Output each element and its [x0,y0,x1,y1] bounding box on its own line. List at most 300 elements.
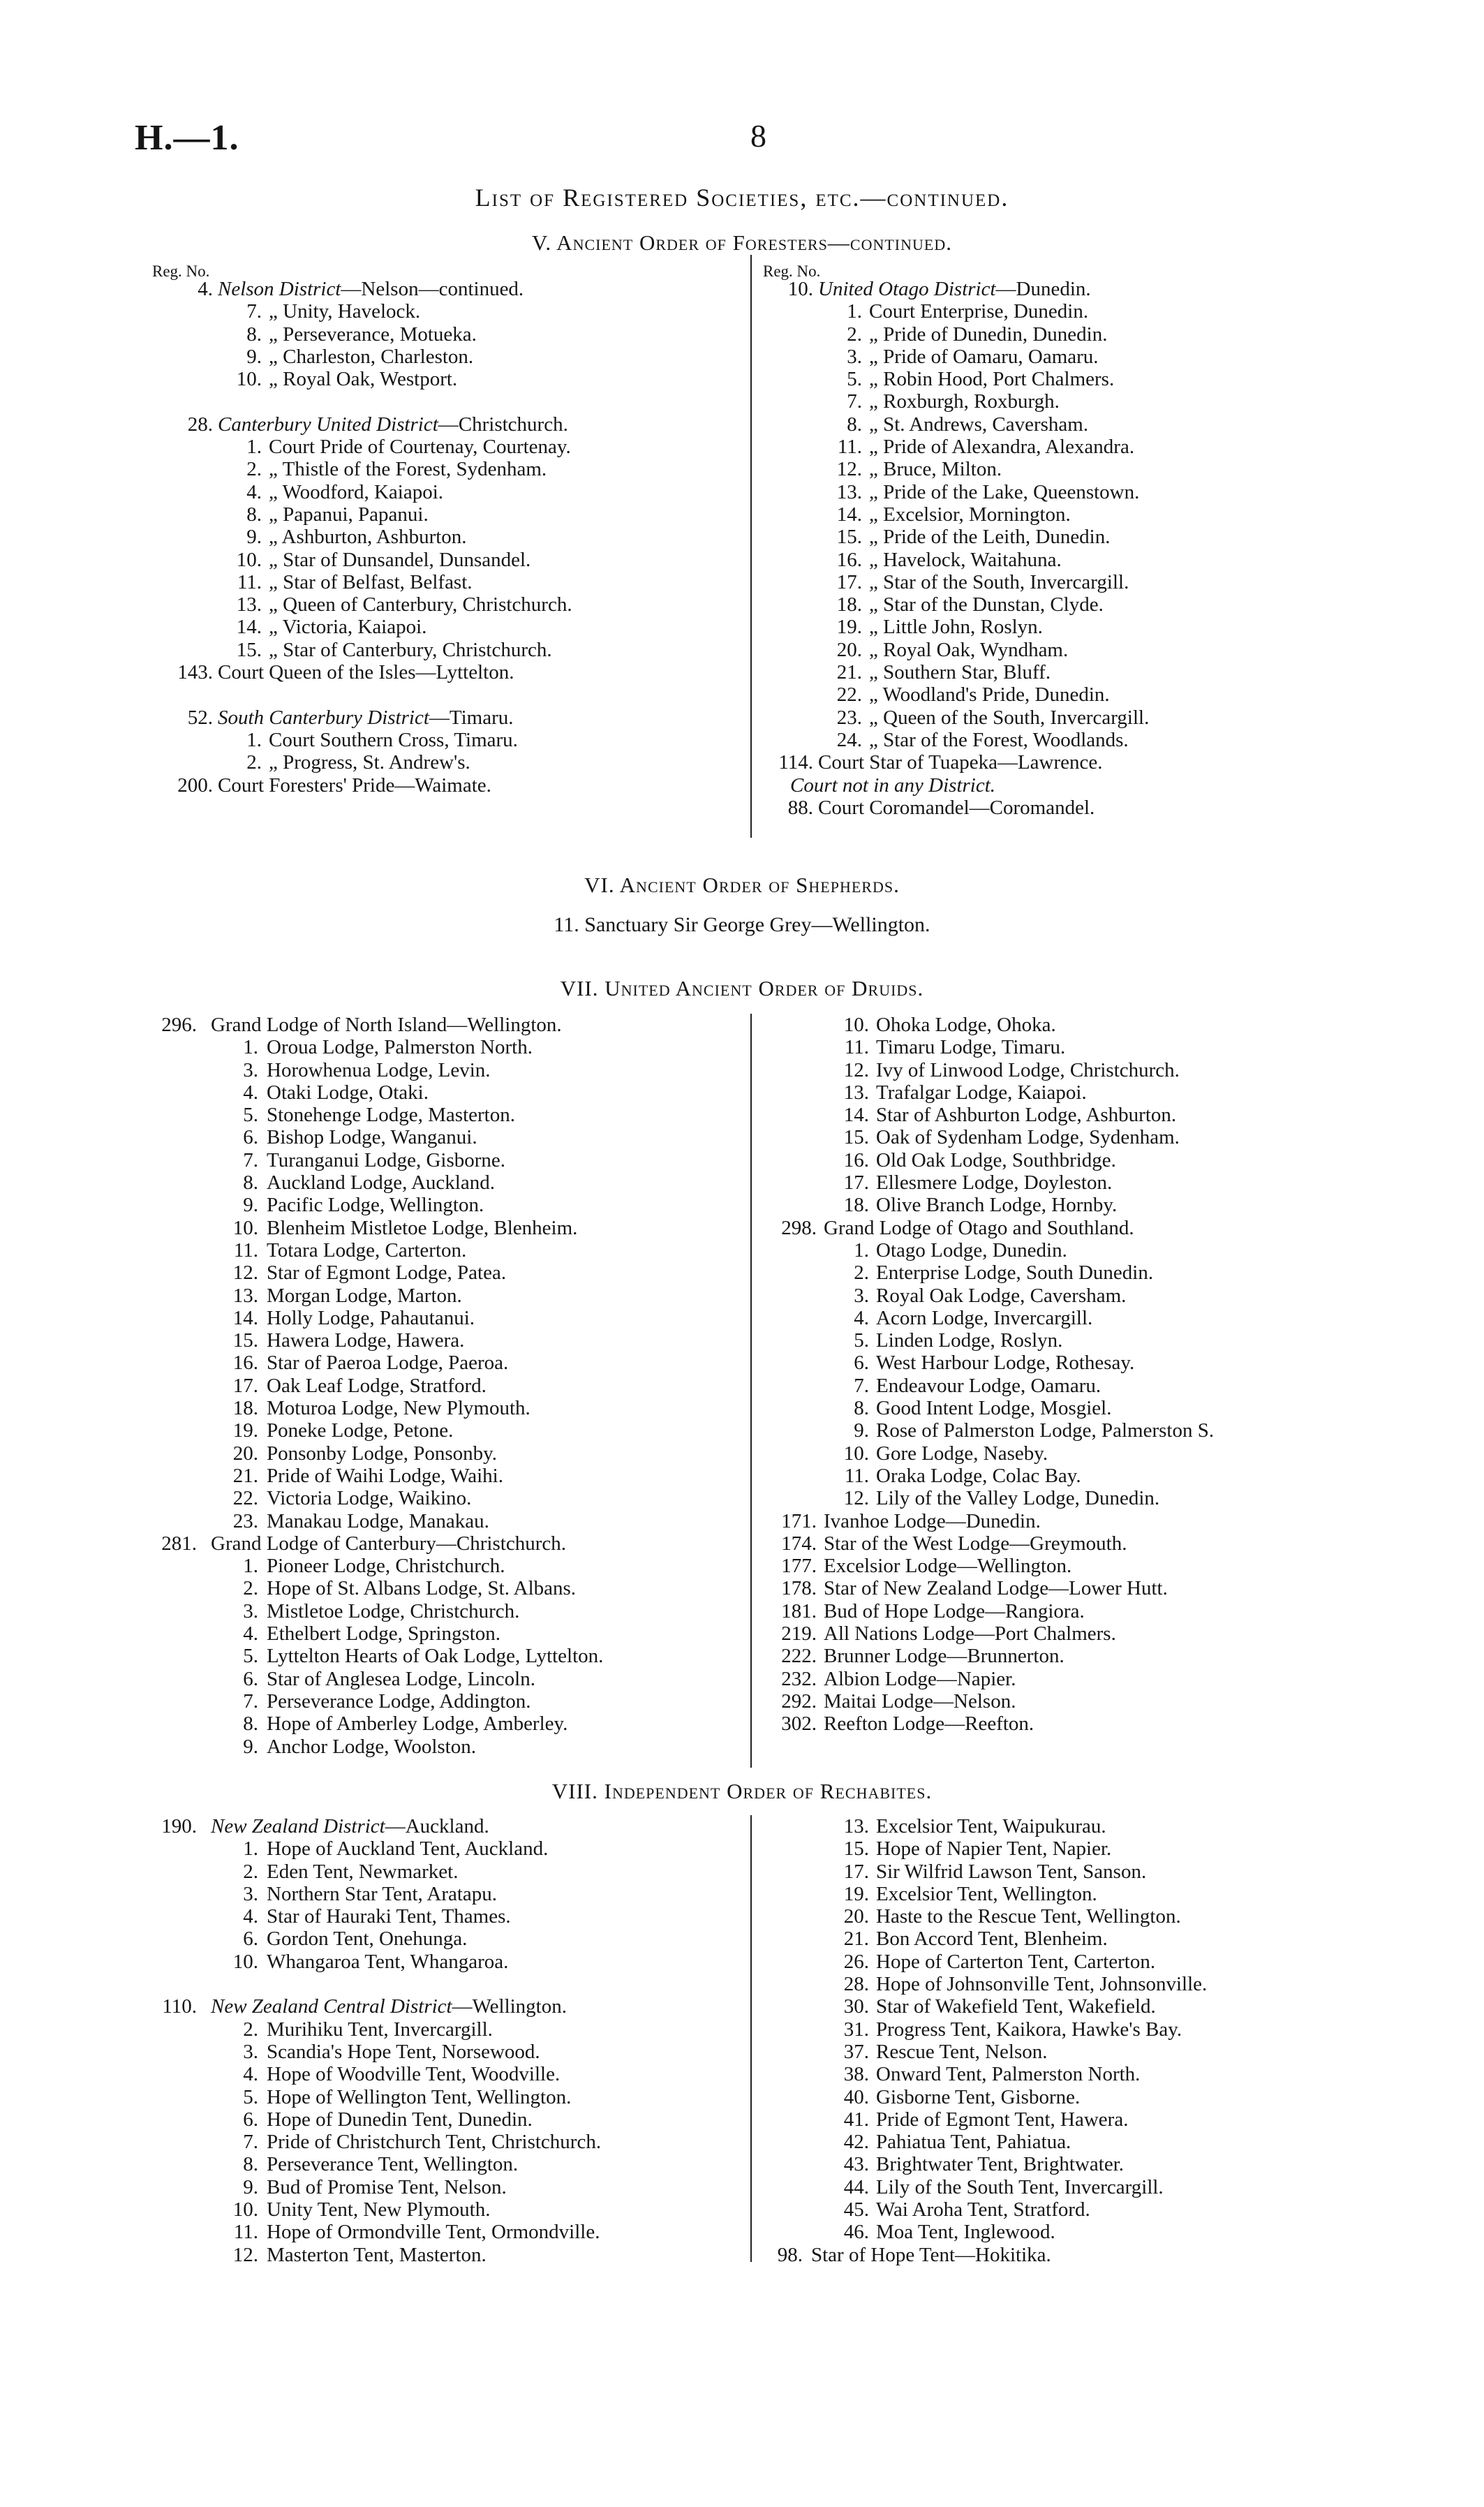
reg-no-label-right: Reg. No. [763,262,821,280]
entry-text: Maitai Lodge—Nelson. [824,1689,1016,1713]
entry-text: „ Thistle of the Forest, Sydenham. [269,458,547,481]
reg-number: 12. [232,2243,258,2266]
entry-text: Court Star of Tuapeka—Lawrence. [818,751,1103,774]
section-v-right-entry [740,683,1368,706]
section-vii-left-column [140,1014,768,1758]
section-vii-left-entry [140,1375,768,1397]
section-v-right-column [740,278,1368,819]
section-v-right-entry [740,346,1368,368]
section-v-left-entry [140,526,768,548]
entry-text: Star of Egmont Lodge, Patea. [267,1262,507,1285]
entry-text: Horowhenua Lodge, Levin. [267,1058,491,1081]
reg-number: 46. [843,2221,869,2244]
reg-number: 1. [847,300,862,323]
entry-text: New Zealand Central District—Wellington. [211,1995,567,2018]
section-vii-left-entry [140,1217,768,1239]
entry-text: Murihiku Tent, Invercargill. [267,2018,493,2041]
reg-number: 19. [843,1882,869,1905]
entry-text: South Canterbury District—Timaru. [218,706,514,729]
entry-text: Haste to the Rescue Tent, Wellington. [876,1905,1181,1928]
reg-number: 9. [246,526,262,549]
section-viii-left-entry [140,2221,768,2243]
section-vi-title: VI. Ancient Order of Shepherds. [584,873,900,897]
entry-text: Star of Hope Tent—Hokitika. [811,2243,1051,2266]
entry-text: „ Southern Star, Bluff. [869,661,1051,684]
section-v-left-entry [140,278,768,300]
section-viii-left-entry [140,2018,768,2041]
section-viii-right-entry [740,2063,1368,2085]
entry-text: „ Roxburgh, Roxburgh. [869,390,1060,413]
entry-text: Rose of Palmerston Lodge, Palmerston S. [876,1419,1215,1442]
section-v-left-entry [140,593,768,616]
reg-number: 9. [246,345,262,368]
section-v-left-entry [140,300,768,323]
reg-number: 14. [843,1104,869,1127]
entry-text: Hawera Lodge, Hawera. [267,1329,465,1352]
entry-text: „ Robin Hood, Port Chalmers. [869,368,1115,391]
entry-text: Court Queen of the Isles—Lyttelton. [218,661,514,684]
section-vii-left-entry [140,1442,768,1465]
section-viii-right-entry [740,1951,1368,1973]
reg-number: 10. [236,548,262,571]
reg-number: 8. [854,1397,869,1420]
entry-text: „ Pride of Alexandra, Alexandra. [869,436,1135,459]
reg-number: 8. [847,413,862,436]
reg-number: 17. [836,570,862,593]
entry-text: „ Bruce, Milton. [869,458,1002,481]
reg-number: 298. [781,1216,817,1239]
reg-number: 190. [161,1815,197,1837]
section-vii-left-entry [140,1690,768,1713]
section-v-left-entry [140,639,768,661]
entry-text: Blenheim Mistletoe Lodge, Blenheim. [267,1216,578,1239]
entry-text: New Zealand District—Auckland. [211,1815,489,1837]
section-viii-right-entry [740,2198,1368,2221]
reg-number: 7. [854,1374,869,1397]
reg-number: 22. [836,683,862,707]
section-vii-left-entry [140,1532,768,1555]
reg-number: 296. [161,1014,197,1036]
entry-text: Oak of Sydenham Lodge, Sydenham. [876,1126,1180,1149]
section-v-right-entry [740,571,1368,593]
entry-text: Timaru Lodge, Timaru. [876,1036,1066,1059]
reg-number: 2. [847,323,862,346]
page-number: 8 [750,118,766,154]
entry-text: „ Havelock, Waitahuna. [869,548,1062,571]
section-viii-left-entry [140,2176,768,2198]
entry-text: „ Papanui, Papanui. [269,503,429,526]
section-viii-left-entry [140,1861,768,1883]
section-viii-left-entry [140,2086,768,2108]
entry-text: Manakau Lodge, Manakau. [267,1509,489,1532]
section-v-right-entry [740,526,1368,548]
reg-number: 12. [232,1262,258,1285]
entry-text: Stonehenge Lodge, Masterton. [267,1104,515,1127]
section-viii-left-entry [140,1973,768,2018]
reg-number: 6. [243,1928,258,1951]
section-v-right-entry [740,729,1368,751]
reg-number: 88. [787,796,813,819]
section-v-left-column [140,278,768,797]
reg-number: 3. [243,2040,258,2063]
reg-number: 7. [243,1689,258,1713]
reg-number: 281. [161,1532,197,1555]
reg-number: 17. [843,1860,869,1883]
reg-number: 12. [843,1058,869,1081]
reg-number: 17. [232,1374,258,1397]
entry-text: Ivanhoe Lodge—Dunedin. [824,1509,1041,1532]
section-vii-right-entry [740,1262,1368,1284]
section-viii-left-entry [140,1837,768,1860]
reg-number: 5. [243,1645,258,1668]
entry-text: Oak Leaf Lodge, Stratford. [267,1374,487,1397]
section-viii-left-entry [140,2244,768,2266]
entry-text: Hope of Auckland Tent, Auckland. [267,1837,549,1861]
section-v-right-entry [740,368,1368,390]
entry-text: Excelsior Tent, Wellington. [876,1882,1097,1905]
section-viii-left-entry [140,1905,768,1928]
reg-number: 232. [781,1667,817,1690]
section-vii-left-entry [140,1645,768,1667]
reg-number: 4. [198,278,213,300]
reg-number: 16. [843,1148,869,1171]
reg-number: 2. [246,458,262,481]
entry-text: Court Pride of Courtenay, Courtenay. [269,436,571,459]
reg-number: 52. [187,706,213,729]
section-viii-right-entry [740,1815,1368,1837]
section-viii-right-column [740,1815,1368,2266]
reg-number: 177. [781,1555,817,1578]
section-vii-left-entry [140,1668,768,1690]
reg-number: 12. [843,1487,869,1510]
entry-text: Poneke Lodge, Petone. [267,1419,454,1442]
section-vii-left-entry [140,1126,768,1148]
entry-text: Wai Aroha Tent, Stratford. [876,2198,1090,2221]
section-viii-right-entry [740,1973,1368,1995]
entry-text: Gordon Tent, Onehunga. [267,1928,468,1951]
entry-text: Ethelbert Lodge, Springston. [267,1622,501,1646]
reg-number: 18. [843,1194,869,1217]
section-v-right-entry [740,300,1368,323]
reg-number: 178. [781,1577,817,1600]
reg-number: 23. [232,1509,258,1532]
reg-number: 14. [836,503,862,526]
entry-text: „ Unity, Havelock. [269,300,421,323]
section-v-left-entry [140,346,768,368]
entry-text: Hope of Dunedin Tent, Dunedin. [267,2108,533,2131]
section-viii-left-column [140,1815,768,2266]
section-viii-right-entry [740,2176,1368,2198]
section-vii-title: VII. United Ancient Order of Druids. [560,976,924,1000]
section-v-left-entry [140,774,768,797]
section-v-right-entry [740,278,1368,300]
reg-number: 4. [243,2063,258,2086]
entry-text: Eden Tent, Newmarket. [267,1860,459,1883]
entry-text: Excelsior Lodge—Wellington. [824,1555,1072,1578]
section-viii-right-entry [740,1883,1368,1905]
entry-text: Moturoa Lodge, New Plymouth. [267,1397,530,1420]
entry-text: Perseverance Lodge, Addington. [267,1689,531,1713]
section-vii-right-entry [740,1577,1368,1599]
section-vii-left-entry [140,1713,768,1735]
reg-number: 4. [243,1081,258,1104]
reg-number: 26. [843,1950,869,1973]
entry-text: „ Charleston, Charleston. [269,345,474,368]
section-vii-left-entry [140,1510,768,1532]
reg-number: 8. [243,1171,258,1195]
entry-text: Star of the West Lodge—Greymouth. [824,1532,1127,1555]
reg-number: 24. [836,728,862,751]
section-vii-right-entry [740,1307,1368,1329]
reg-number: 12. [836,458,862,481]
reg-number: 222. [781,1645,817,1668]
reg-number: 21. [843,1928,869,1951]
section-vii-right-entry [740,1487,1368,1509]
reg-number: 19. [232,1419,258,1442]
reg-number: 9. [243,1735,258,1758]
reg-number: 11. [233,1238,258,1262]
section-v-left-entry [140,549,768,571]
entry-text: Hope of Amberley Lodge, Amberley. [267,1713,568,1736]
entry-text: Brunner Lodge—Brunnerton. [824,1645,1064,1668]
section-v-left-entry [140,503,768,526]
entry-text: „ Star of the Forest, Woodlands. [869,728,1129,751]
entry-text: Court Coromandel—Coromandel. [818,796,1095,819]
entry-text: Ohoka Lodge, Ohoka. [876,1014,1056,1036]
section-v-left-entry [140,390,768,436]
section-vii-right-entry [740,1217,1368,1239]
entry-text: Hope of Ormondville Tent, Ormondville. [267,2221,600,2244]
entry-text: „ Star of the South, Invercargill. [869,570,1129,593]
section-viii-right-entry [740,2131,1368,2153]
entry-text: „ Perseverance, Motueka. [269,323,477,346]
section-v-title: V. Ancient Order of Foresters—continued. [532,230,952,255]
section-viii-right-entry [740,1861,1368,1883]
reg-number: 1. [246,436,262,459]
section-vii-left-entry [140,1262,768,1284]
entry-text: „ Star of Belfast, Belfast. [269,570,473,593]
reg-number: 19. [836,616,862,639]
section-v-left-entry [140,436,768,458]
section-vii-right-entry [740,1329,1368,1352]
reg-number: 10. [843,1442,869,1465]
reg-number: 7. [243,1148,258,1171]
reg-number: 13. [836,480,862,503]
reg-number: 13. [232,1284,258,1307]
reg-number: 8. [243,2153,258,2176]
entry-text: Progress Tent, Kaikora, Hawke's Bay. [876,2018,1182,2041]
entry-text: Perseverance Tent, Wellington. [267,2153,519,2176]
entry-text: „ Pride of Oamaru, Oamaru. [869,345,1099,368]
section-viii-left-entry [140,2108,768,2131]
reg-number: 20. [836,638,862,661]
reg-number: 98. [777,2243,803,2266]
entry-text: Mistletoe Lodge, Christchurch. [267,1599,520,1622]
reg-number: 8. [246,503,262,526]
reg-number: 28. [187,413,213,436]
reg-number: 5. [243,2085,258,2108]
entry-text: „ Queen of Canterbury, Christchurch. [269,593,572,616]
entry-text: „ Queen of the South, Invercargill. [869,706,1150,729]
reg-number: 2. [854,1262,869,1285]
section-v-right-entry [740,616,1368,638]
entry-text: Star of Anglesea Lodge, Lincoln. [267,1667,535,1690]
entry-text: Grand Lodge of North Island—Wellington. [211,1014,562,1036]
section-v-right-entry [740,503,1368,526]
reg-number: 3. [243,1882,258,1905]
reg-number: 1. [246,728,262,751]
reg-number: 3. [243,1058,258,1081]
entry-text: Grand Lodge of Otago and Southland. [824,1216,1134,1239]
section-viii-left-entry [140,1815,768,1837]
reg-number: 15. [843,1126,869,1149]
section-vii-right-entry [740,1532,1368,1555]
reg-number: 13. [843,1815,869,1837]
entry-text: Brightwater Tent, Brightwater. [876,2153,1125,2176]
section-vii-right-entry [740,1555,1368,1577]
reg-number: 42. [843,2131,869,2154]
section-vii-left-entry [140,1397,768,1419]
entry-text: Morgan Lodge, Marton. [267,1284,462,1307]
entry-text: Ivy of Linwood Lodge, Christchurch. [876,1058,1180,1081]
entry-text: Star of Paeroa Lodge, Paeroa. [267,1352,509,1375]
reg-number: 22. [232,1487,258,1510]
reg-number: 1. [243,1837,258,1861]
reg-number: 143. [177,661,213,684]
reg-number: 2. [243,2018,258,2041]
reg-number: 8. [246,323,262,346]
section-vii-right-entry [740,1239,1368,1262]
section-vii-right-entry [740,1465,1368,1487]
section-vii-left-entry [140,1487,768,1509]
entry-text: Pride of Christchurch Tent, Christchurch. [267,2131,602,2154]
entry-text: Ellesmere Lodge, Doyleston. [876,1171,1113,1195]
reg-number: 41. [843,2108,869,2131]
section-v-right-entry [740,436,1368,458]
section-v-left-entry [140,661,768,683]
entry-text: Northern Star Tent, Aratapu. [267,1882,498,1905]
reg-number: 4. [243,1622,258,1646]
section-viii-right-entry [740,2244,1368,2266]
section-v-left-entry [140,751,768,774]
reg-number: 6. [243,1667,258,1690]
reg-number: 7. [847,390,862,413]
reg-number: 302. [781,1713,817,1736]
reg-number: 14. [232,1306,258,1329]
entry-text: „ Royal Oak, Wyndham. [869,638,1069,661]
section-vii-left-entry [140,1104,768,1126]
section-vii-left-entry [140,1465,768,1487]
reg-number: 6. [854,1352,869,1375]
section-vii-left-entry [140,1622,768,1645]
entry-text: Court Southern Cross, Timaru. [269,728,518,751]
entry-text: Gisborne Tent, Gisborne. [876,2085,1081,2108]
entry-text: Star of Hauraki Tent, Thames. [267,1905,511,1928]
entry-text: „ Pride of the Lake, Queenstown. [869,480,1140,503]
reg-number: 11. [237,570,262,593]
reg-number: 11. [837,436,862,459]
entry-text: Reefton Lodge—Reefton. [824,1713,1034,1736]
reg-number: 4. [854,1306,869,1329]
section-vii-left-entry [140,1736,768,1758]
reg-number: 10. [236,368,262,391]
reg-number: 7. [246,300,262,323]
section-v-right-entry [740,458,1368,480]
reg-number: 3. [847,345,862,368]
reg-number: 219. [781,1622,817,1646]
entry-text: Court Foresters' Pride—Waimate. [218,774,491,797]
entry-text: Lyttelton Hearts of Oak Lodge, Lyttelton. [267,1645,604,1668]
section-vii-right-entry [740,1149,1368,1171]
entry-text: Lily of the Valley Lodge, Dunedin. [876,1487,1160,1510]
section-viii-right-entry [740,1837,1368,1860]
entry-text: Otago Lodge, Dunedin. [876,1238,1067,1262]
section-viii-right-entry [740,1905,1368,1928]
section-vii-right-column [740,1014,1368,1736]
entry-text: „ Ashburton, Ashburton. [269,526,467,549]
section-vii-left-entry [140,1014,768,1036]
section-vii-right-entry [740,1014,1368,1036]
section-vii-left-entry [140,1329,768,1352]
entry-text: Trafalgar Lodge, Kaiapoi. [876,1081,1087,1104]
section-vii-right-entry [740,1442,1368,1465]
entry-text: „ Pride of the Leith, Dunedin. [869,526,1111,549]
entry-text: West Harbour Lodge, Rothesay. [876,1352,1135,1375]
section-viii-left-entry [140,2131,768,2153]
section-vii-left-entry [140,1307,768,1329]
reg-number: 15. [836,526,862,549]
entry-text: Oraka Lodge, Colac Bay. [876,1464,1081,1487]
entry-text: Pioneer Lodge, Christchurch. [267,1555,505,1578]
reg-number: 38. [843,2063,869,2086]
entry-text: Pahiatua Tent, Pahiatua. [876,2131,1071,2154]
section-viii-left-entry [140,1883,768,1905]
section-vii-right-entry [740,1036,1368,1058]
entry-text: Turanganui Lodge, Gisborne. [267,1148,506,1171]
reg-number: 5. [854,1329,869,1352]
section-viii-right-entry [740,2041,1368,2063]
reg-number: 1. [854,1238,869,1262]
section-vii-left-entry [140,1081,768,1104]
section-vii-right-entry [740,1375,1368,1397]
section-vii-right-entry [740,1126,1368,1148]
entry-text: Hope of Wellington Tent, Wellington. [267,2085,572,2108]
entry-text: Totara Lodge, Carterton. [267,1238,467,1262]
reg-number: 31. [843,2018,869,2041]
section-viii-title: VIII. Independent Order of Rechabites. [551,1779,933,1803]
section-vii-left-entry [140,1577,768,1599]
entry-text: „ Star of Dunsandel, Dunsandel. [269,548,531,571]
reg-number: 171. [781,1509,817,1532]
section-viii-right-entry [740,2153,1368,2175]
section-vii-right-entry [740,1645,1368,1667]
section-vii-right-entry [740,1600,1368,1622]
entry-text: Nelson District—Nelson—continued. [218,278,524,300]
reg-number: 16. [232,1352,258,1375]
section-vii-left-entry [140,1600,768,1622]
entry-text: United Otago District—Dunedin. [818,278,1091,300]
section-vii-left-entry [140,1555,768,1577]
section-vii-right-entry [740,1397,1368,1419]
section-vii-right-entry [740,1419,1368,1442]
section-vii-left-entry [140,1059,768,1081]
entry-text: Enterprise Lodge, South Dunedin. [876,1262,1154,1285]
entry-text: „ Excelsior, Mornington. [869,503,1071,526]
entry-text: Old Oak Lodge, Southbridge. [876,1148,1116,1171]
entry-text: Hope of Woodville Tent, Woodville. [267,2063,561,2086]
entry-text: Hope of Napier Tent, Napier. [876,1837,1112,1861]
entry-text: Bon Accord Tent, Blenheim. [876,1928,1108,1951]
